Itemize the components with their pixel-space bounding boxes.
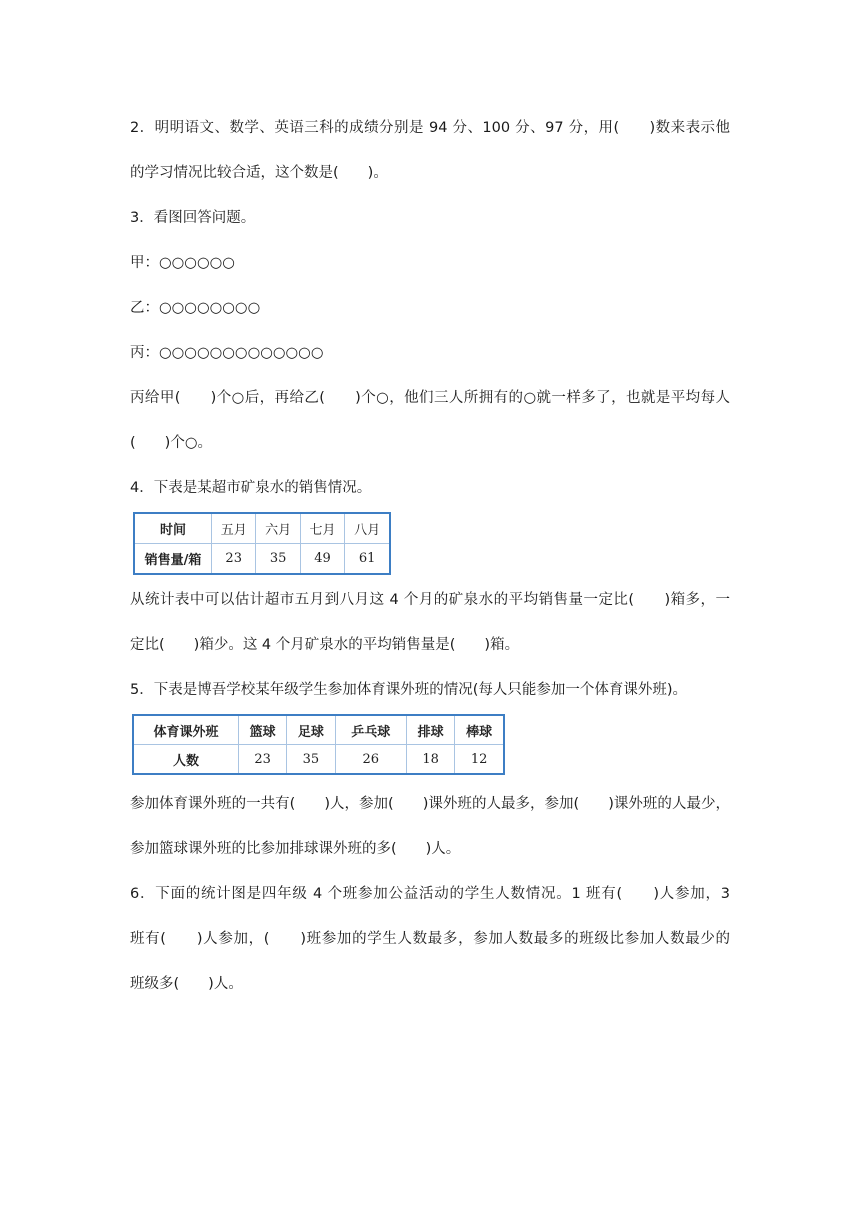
table-header-cell: 销售量/箱 bbox=[134, 544, 212, 575]
q2-line-2: 的学习情况比较合适，这个数是( )。 bbox=[130, 165, 388, 181]
table-row bbox=[133, 745, 504, 775]
q2-line-1: 2．明明语文、数学、英语三科的成绩分别是 94 分、100 分、97 分，用( )数来表示他 bbox=[130, 120, 730, 136]
table-row bbox=[134, 544, 390, 575]
table-cell: 八月 bbox=[345, 513, 390, 544]
table-cell: 26 bbox=[335, 745, 407, 775]
table-row bbox=[133, 715, 504, 745]
table-cell: 足球 bbox=[287, 715, 335, 745]
table-cell: 篮球 bbox=[239, 715, 287, 745]
table-cell: 排球 bbox=[407, 715, 455, 745]
q4-sales-table bbox=[133, 512, 391, 575]
table-header-cell: 人数 bbox=[133, 745, 239, 775]
q3-line-2: ( )个○。 bbox=[130, 435, 212, 451]
table-cell: 乒乓球 bbox=[335, 715, 407, 745]
table-cell: 五月 bbox=[212, 513, 256, 544]
q5-title: 5．下表是博吾学校某年级学生参加体育课外班的情况(每人只能参加一个体育课外班)。 bbox=[130, 682, 688, 698]
q5-line-1: 参加体育课外班的一共有( )人，参加( )课外班的人最多，参加( )课外班的人最少， bbox=[130, 796, 730, 812]
table-cell: 49 bbox=[300, 544, 344, 575]
table-header-cell: 体育课外班 bbox=[133, 715, 239, 745]
table-cell: 23 bbox=[212, 544, 256, 575]
q3-yi-circles: 乙：○○○○○○○○ bbox=[130, 300, 261, 316]
table-cell: 七月 bbox=[300, 513, 344, 544]
table-cell: 23 bbox=[239, 745, 287, 775]
q5-line-2: 参加篮球课外班的比参加排球课外班的多( )人。 bbox=[130, 841, 461, 857]
table-cell: 61 bbox=[345, 544, 390, 575]
q4-line-1: 从统计表中可以估计超市五月到八月这 4 个月的矿泉水的平均销售量一定比( )箱多，一 bbox=[130, 592, 730, 608]
q6-line-3: 班级多( )人。 bbox=[130, 976, 243, 992]
q3-line-1: 丙给甲( )个○后，再给乙( )个○，他们三人所拥有的○就一样多了，也就是平均每人 bbox=[130, 390, 730, 406]
table-header-cell: 时间 bbox=[134, 513, 212, 544]
q6-line-2: 班有( )人参加，( )班参加的学生人数最多，参加人数最多的班级比参加人数最少的 bbox=[130, 931, 730, 947]
table-cell: 18 bbox=[407, 745, 455, 775]
q3-bing-circles: 丙：○○○○○○○○○○○○○ bbox=[130, 345, 324, 361]
table-cell: 六月 bbox=[256, 513, 300, 544]
table-cell: 棒球 bbox=[455, 715, 504, 745]
table-cell: 12 bbox=[455, 745, 504, 775]
q4-line-2: 定比( )箱少。这 4 个月矿泉水的平均销售量是( )箱。 bbox=[130, 637, 520, 653]
q3-jia-circles: 甲：○○○○○○ bbox=[130, 255, 235, 271]
q6-line-1: 6．下面的统计图是四年级 4 个班参加公益活动的学生人数情况。1 班有( )人参加，3 bbox=[130, 886, 730, 902]
table-row bbox=[134, 513, 390, 544]
q5-sports-table bbox=[132, 714, 505, 775]
table-cell: 35 bbox=[287, 745, 335, 775]
table-cell: 35 bbox=[256, 544, 300, 575]
q3-title: 3．看图回答问题。 bbox=[130, 210, 256, 226]
q4-title: 4．下表是某超市矿泉水的销售情况。 bbox=[130, 480, 372, 496]
